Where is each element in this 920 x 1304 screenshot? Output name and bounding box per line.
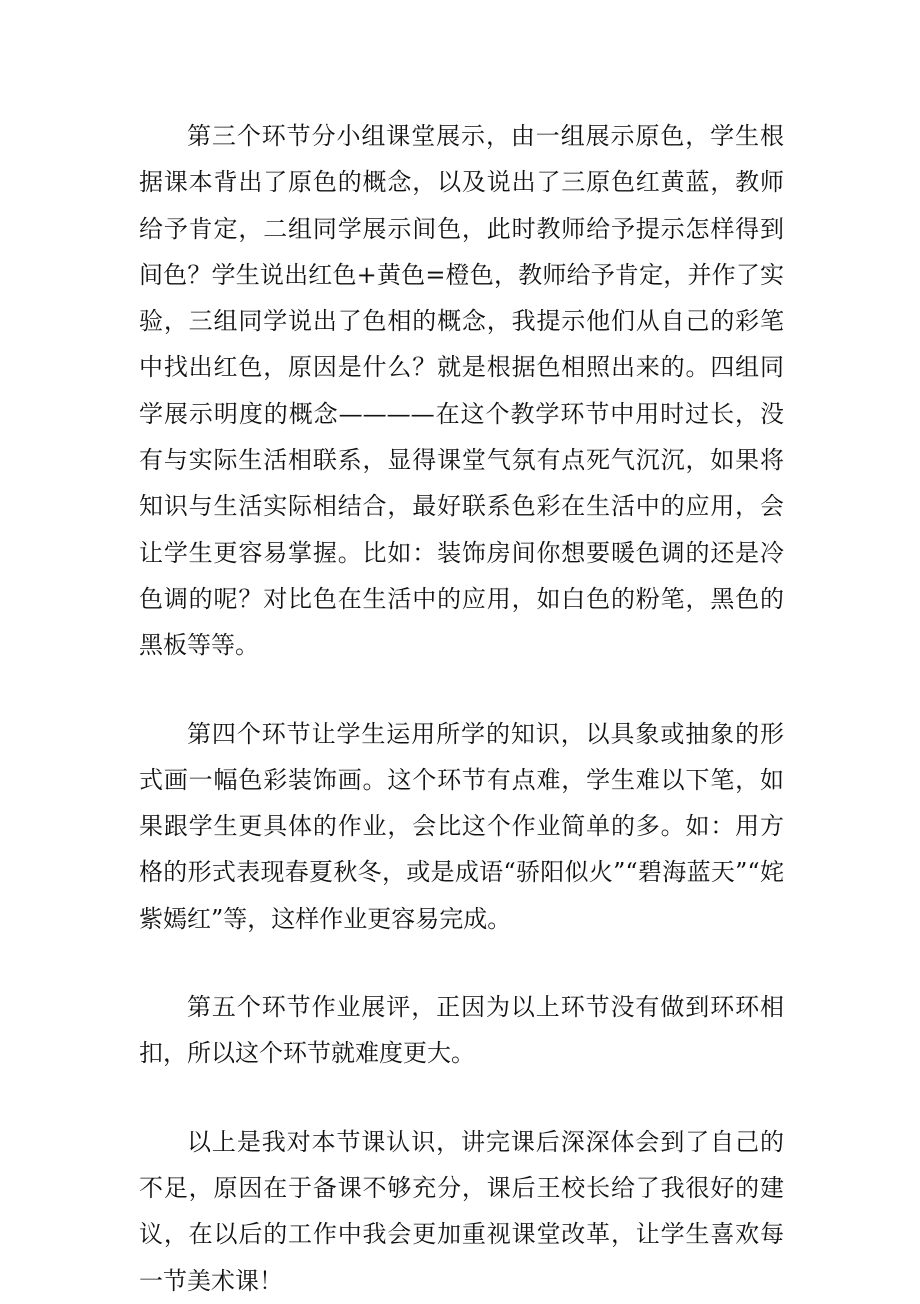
paragraph-fourth-segment: 第四个环节让学生运用所学的知识，以具象或抽象的形式画一幅色彩装饰画。这个环节有点难，学生难以下笔，如果跟学生更具体的作业，会比这个作业简单的多。如：用方格的形式表现春夏秋冬，或是成语“骄阳似火”“碧海蓝天”“姹紫嫣红”等，这样作业更容易完成。 [139,719,784,933]
paragraph-conclusion: 以上是我对本节课认识，讲完课后深深体会到了自己的不足，原因在于备课不够充分，课后王校长给了我很好的建议，在以后的工作中我会更加重视课堂改革，让学生喜欢每一节美术课！ [139,1127,784,1295]
paragraph-spacer [139,1077,784,1119]
paragraph-third-segment: 第三个环节分小组课堂展示，由一组展示原色，学生根据课本背出了原色的概念，以及说出了三原色红黄蓝，教师给予肯定，二组同学展示间色，此时教师给予提示怎样得到间色？学生说出红色+黄色=橙色，教师给予肯定，并作了实验，三组同学说出了色相的概念，我提示他们从自己的彩笔中找出红色，原因是什么？就是根据色相照出来的。四组同学展示明度的概念————在这个教学环节中用时过长，没有与实际生活相联系，显得课堂气氛有点死气沉沉，如果将知识与生活实际相结合，最好联系色彩在生活中的应用，会让学生更容易掌握。比如：装饰房间你想要暖色调的还是冷色调的呢？对比色在生活中的应用，如白色的粉笔，黑色的黑板等等。 [139,122,784,660]
paragraph-fifth-segment: 第五个环节作业展评，正因为以上环节没有做到环环相扣，所以这个环节就难度更大。 [139,993,784,1068]
paragraph-spacer [139,669,784,711]
document-body [139,113,784,1304]
paragraph-spacer [139,942,784,984]
